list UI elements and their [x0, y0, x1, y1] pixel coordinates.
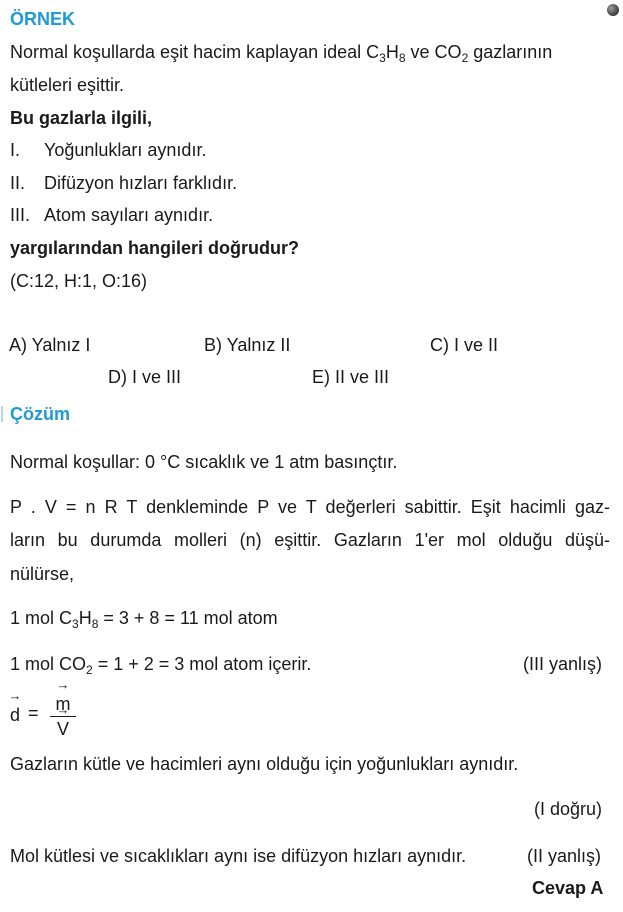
density-explanation: Gazların kütle ve hacimleri aynı olduğu için yoğunlukları aynıdır. — [10, 754, 519, 774]
question-text: yargılarından hangileri doğrudur? — [10, 238, 300, 258]
equals-sign: = — [28, 703, 39, 723]
option-d[interactable]: D) I ve III — [108, 367, 182, 387]
note-ii-false: (II yanlış) — [527, 846, 602, 866]
density-symbol: → d — [10, 704, 20, 726]
solution-heading: Çözüm — [10, 404, 70, 424]
explanation-line3: nülürse, — [10, 564, 75, 584]
option-c[interactable]: C) I ve II — [430, 335, 499, 355]
question-stem-line1: Normal koşullarda eşit hacim kaplayan ideal $C_3H_8$ ve $CO_2$ gazlarının — [10, 42, 553, 65]
explanation-line1: P . V = n R T denkleminde P ve T değerleri sabittir. Eşit hacimli gaz- — [10, 497, 610, 517]
statement-3 — [10, 204, 213, 226]
note-i-true: (I doğru) — [534, 799, 603, 819]
equation-co2: 1 mol $CO_2 = 1 + 2 = 3$ mol atom içerir. — [10, 654, 312, 677]
example-heading: ÖRNEK — [10, 9, 76, 29]
statement-number: III. — [10, 205, 31, 225]
density-fraction — [50, 693, 76, 740]
option-a[interactable]: A) Yalnız I — [9, 335, 91, 355]
answer-label: Cevap A — [532, 878, 604, 898]
volume-symbol: → V — [57, 718, 69, 740]
question-stem-line2: kütleleri eşittir. — [10, 75, 125, 95]
statement-number: I. — [10, 140, 21, 160]
statement-number: II. — [10, 173, 26, 193]
mass-symbol: → m — [56, 693, 71, 715]
statement-2 — [10, 172, 237, 194]
corner-dot-icon — [607, 4, 619, 16]
section-marker — [1, 406, 3, 422]
option-b[interactable]: B) Yalnız II — [204, 335, 291, 355]
statement-text: Atom sayıları aynıdır. — [44, 205, 214, 225]
question-lead: Bu gazlarla ilgili, — [10, 108, 153, 128]
equation-c3h8: 1 mol $C_3H_8 = 3 + 8 = 11$ mol atom — [10, 608, 278, 631]
normal-conditions: Normal koşullar: 0 °C sıcaklık ve 1 atm basınçtır. — [10, 452, 398, 472]
note-iii-false: (III yanlış) — [523, 654, 603, 674]
explanation-line2: ların bu durumda molleri (n) eşittir. Gazların 1'er mol olduğu düşü- — [10, 530, 610, 550]
option-e[interactable]: E) II ve III — [312, 367, 390, 387]
statement-text: Difüzyon hızları farklıdır. — [44, 173, 238, 193]
statement-text: Yoğunlukları aynıdır. — [44, 140, 207, 160]
atomic-masses: (C:12, H:1, O:16) — [10, 271, 148, 291]
diffusion-explanation: Mol kütlesi ve sıcaklıkları aynı ise difüzyon hızları aynıdır. — [10, 846, 467, 866]
statement-1 — [10, 139, 206, 161]
